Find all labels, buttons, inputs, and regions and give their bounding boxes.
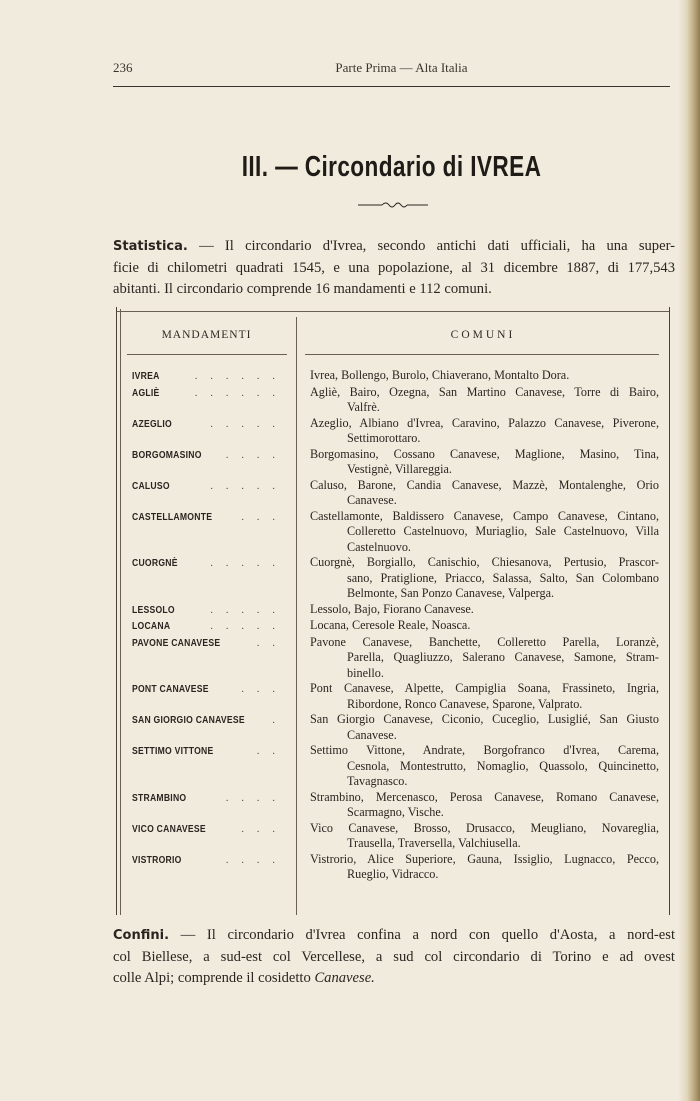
mandamento-name: SAN GIORGIO CANAVESE (132, 714, 245, 726)
mandamento-name: AZEGLIO (132, 417, 172, 430)
comuni-line: Colleretto Castelnuovo, Muriaglio, Sale Castelnuovo, Villa (347, 524, 659, 538)
mandamento-name: IVREA (132, 370, 160, 382)
table-row (117, 743, 669, 790)
mandamento-name: PONT CANAVESE (132, 683, 209, 695)
comuni-line: Canavese. (347, 727, 397, 742)
mandamento-name: BORGOMASINO (132, 448, 202, 461)
table-row (117, 509, 669, 556)
table-row (117, 635, 669, 682)
mandamento-name: PAVONE CANAVESE (132, 636, 221, 649)
mandamenti-table (116, 307, 670, 915)
table-row (117, 852, 669, 883)
comuni-line: Castelnuovo. (347, 539, 411, 554)
comuni-cell (296, 509, 669, 556)
leader-dots: . . . (241, 510, 280, 523)
comuni-line: Vestignè, Villareggia. (347, 462, 452, 476)
comuni-cell (296, 712, 669, 743)
statistica-line-1: — Il circondario d'Ivrea, secondo antichi dati ufficiali, ha una super- (187, 238, 675, 254)
mandamento-name: LESSOLO (132, 603, 175, 616)
leader-dots: . . . (241, 683, 280, 695)
mandamento-cell (117, 602, 296, 619)
comuni-cell (296, 555, 669, 602)
comuni-line: Strambino, Mercenasco, Perosa Canavese, Romano Canavese, (310, 789, 659, 804)
mandamento-cell (117, 447, 296, 478)
comuni-line: Rueglio, Vidracco. (347, 867, 439, 881)
table-body (117, 368, 669, 883)
comuni-line: Cesnola, Montestrutto, Nomaglio, Quassolo, Quincinetto, (347, 758, 659, 773)
table-row (117, 618, 669, 635)
comuni-cell (296, 852, 669, 883)
comuni-cell (296, 385, 669, 416)
comuni-line: Belmonte, San Ponzo Canavese, Valperga. (347, 586, 555, 600)
table-row (117, 821, 669, 852)
leader-dots: . . . . . . (194, 370, 280, 382)
mandamento-cell (117, 635, 296, 682)
page-number: 236 (113, 60, 133, 75)
comuni-line: Settimorottaro. (347, 431, 421, 445)
comuni-line: Locana, Ceresole Reale, Noasca. (310, 618, 471, 632)
mandamento-cell (117, 852, 296, 883)
mandamento-cell (117, 555, 296, 602)
header-rule-left (127, 354, 287, 355)
mandamento-name: CASTELLAMONTE (132, 510, 213, 523)
mandamento-cell (117, 416, 296, 447)
confini-paragraph (113, 925, 675, 990)
mandamento-cell (117, 712, 296, 743)
confini-line-2: col Biellese, a sud-est col Vercellese, a sud col circondario di Torino e ad ovest (113, 948, 675, 965)
mandamento-cell (117, 368, 296, 385)
page-edge-shadow (678, 0, 700, 1101)
comuni-line: Lessolo, Bajo, Fiorano Canavese. (310, 601, 474, 616)
table-row (117, 385, 669, 416)
leader-dots: . . . . (225, 448, 280, 461)
comuni-cell (296, 681, 669, 712)
leader-dots: . . . . . (210, 557, 280, 569)
mandamento-name: CUORGNÈ (132, 557, 178, 569)
comuni-line: Pavone Canavese, Banchette, Colleretto Parella, Loranzè, (310, 634, 659, 649)
comuni-line: Caluso, Barone, Candia Canavese, Mazzè, Montalenghe, Orio (310, 477, 659, 492)
comuni-cell (296, 602, 669, 619)
statistica-line-2: ficie di chilometri quadrati 1545, e una popolazione, al 31 dicembre 1887, di 177,543 (113, 259, 675, 276)
mandamento-name: CALUSO (132, 479, 170, 492)
mandamento-name: AGLIÈ (132, 386, 160, 399)
mandamento-cell (117, 509, 296, 556)
comuni-line: Azeglio, Albiano d'Ivrea, Caravino, Palazzo Canavese, Piverone, (310, 415, 659, 430)
leader-dots: . (272, 714, 280, 726)
statistica-paragraph (113, 236, 675, 301)
comuni-line: Pont Canavese, Alpette, Campiglia Soana, Frassineto, Ingria, (310, 681, 659, 695)
table-row (117, 712, 669, 743)
comuni-cell (296, 416, 669, 447)
header-comuni: COMUNI (450, 329, 516, 341)
comuni-line: Vico Canavese, Brosso, Drusacco, Meugliano, Novareglia, (310, 820, 659, 835)
comuni-line: Canavese. (347, 493, 397, 507)
mandamento-cell (117, 681, 296, 712)
table-row (117, 681, 669, 712)
comuni-line: Agliè, Bairo, Ozegna, San Martino Canavese, Torre di Bairo, (310, 384, 659, 399)
running-title: Parte Prima — Alta Italia (335, 60, 468, 75)
comuni-line: Vistrorio, Alice Superiore, Gauna, Issiglio, Lugnacco, Pecco, (310, 851, 659, 866)
leader-dots: . . . . . (210, 417, 280, 430)
comuni-line: Valfrè. (347, 400, 380, 414)
header-rule-right (305, 354, 659, 355)
mandamento-name: VICO CANAVESE (132, 822, 206, 835)
table-row (117, 478, 669, 509)
comuni-line: Ribordone, Ronco Canavese, Sparone, Valprato. (347, 696, 583, 711)
mandamento-cell (117, 821, 296, 852)
comuni-line: Tavagnasco. (347, 774, 408, 788)
mandamento-cell (117, 743, 296, 790)
confini-line-1: — Il circondario d'Ivrea confina a nord con quello d'Aosta, a nord-est (169, 927, 675, 943)
running-header (113, 60, 670, 86)
comuni-line: Castellamonte, Baldissero Canavese, Campo Canavese, Cintano, (310, 508, 659, 523)
comuni-line: Ivrea, Bollengo, Burolo, Chiaverano, Montalto Dora. (310, 368, 570, 382)
leader-dots: . . . . (225, 853, 280, 866)
mandamento-cell (117, 618, 296, 635)
mandamento-name: SETTIMO VITTONE (132, 745, 214, 757)
statistica-label: Statistica. (113, 239, 188, 254)
mandamento-name: STRAMBINO (132, 791, 187, 804)
mandamento-cell (117, 478, 296, 509)
leader-dots: . . . . . (210, 603, 280, 616)
statistica-line-3: abitanti. Il circondario comprende 16 mandamenti e 112 comuni. (113, 281, 492, 297)
comuni-line: San Giorgio Canavese, Ciconio, Cuceglio, Lusiglié, San Giusto (310, 712, 659, 726)
confini-line-3: colle Alpi; comprende il cosidetto (113, 970, 315, 986)
mandamento-name: LOCANA (132, 620, 171, 632)
comuni-cell (296, 368, 669, 385)
comuni-cell (296, 790, 669, 821)
header-rule (113, 86, 670, 87)
comuni-line: sano, Pratiglione, Priacco, Salassa, Salto, San Colombano (347, 570, 659, 585)
comuni-cell (296, 821, 669, 852)
leader-dots: . . . . (225, 791, 280, 804)
comuni-cell (296, 635, 669, 682)
table-row (117, 447, 669, 478)
section-title: III. — Circondario di IVREA (241, 151, 542, 183)
leader-dots: . . . . . . (194, 386, 280, 399)
comuni-line: binello. (347, 665, 384, 680)
leader-dots: . . . . . (210, 479, 280, 492)
comuni-line: Cuorgnè, Borgiallo, Canischio, Chiesanova, Pertusio, Prascor- (310, 555, 659, 569)
comuni-line: Scarmagno, Vische. (347, 805, 444, 819)
comuni-line: Trausella, Traversella, Valchiusella. (347, 836, 521, 850)
comuni-cell (296, 478, 669, 509)
comuni-cell (296, 743, 669, 790)
table-row (117, 416, 669, 447)
table-row (117, 602, 669, 619)
table-row (117, 368, 669, 385)
mandamento-name: VISTRORIO (132, 853, 182, 866)
table-top-rule (117, 311, 669, 312)
mandamento-cell (117, 790, 296, 821)
table-row (117, 790, 669, 821)
comuni-line: Borgomasino, Cossano Canavese, Maglione, Masino, Tina, (310, 446, 659, 461)
comuni-line: Parella, Quagliuzzo, Salerano Canavese, Samone, Stram- (347, 650, 659, 664)
comuni-cell (296, 618, 669, 635)
leader-dots: . . (256, 745, 280, 757)
mandamento-cell (117, 385, 296, 416)
table-row (117, 555, 669, 602)
comuni-cell (296, 447, 669, 478)
header-mandamenti: MANDAMENTI (161, 329, 252, 341)
confini-label: Confini. (113, 928, 170, 943)
leader-dots: . . . . . (210, 620, 280, 632)
leader-dots: . . . (241, 822, 280, 835)
leader-dots: . . (256, 636, 280, 649)
confini-canavese: Canavese. (314, 970, 375, 986)
ornament-divider-icon (358, 198, 428, 212)
comuni-line: Settimo Vittone, Andrate, Borgofranco d'Ivrea, Carema, (310, 743, 659, 757)
